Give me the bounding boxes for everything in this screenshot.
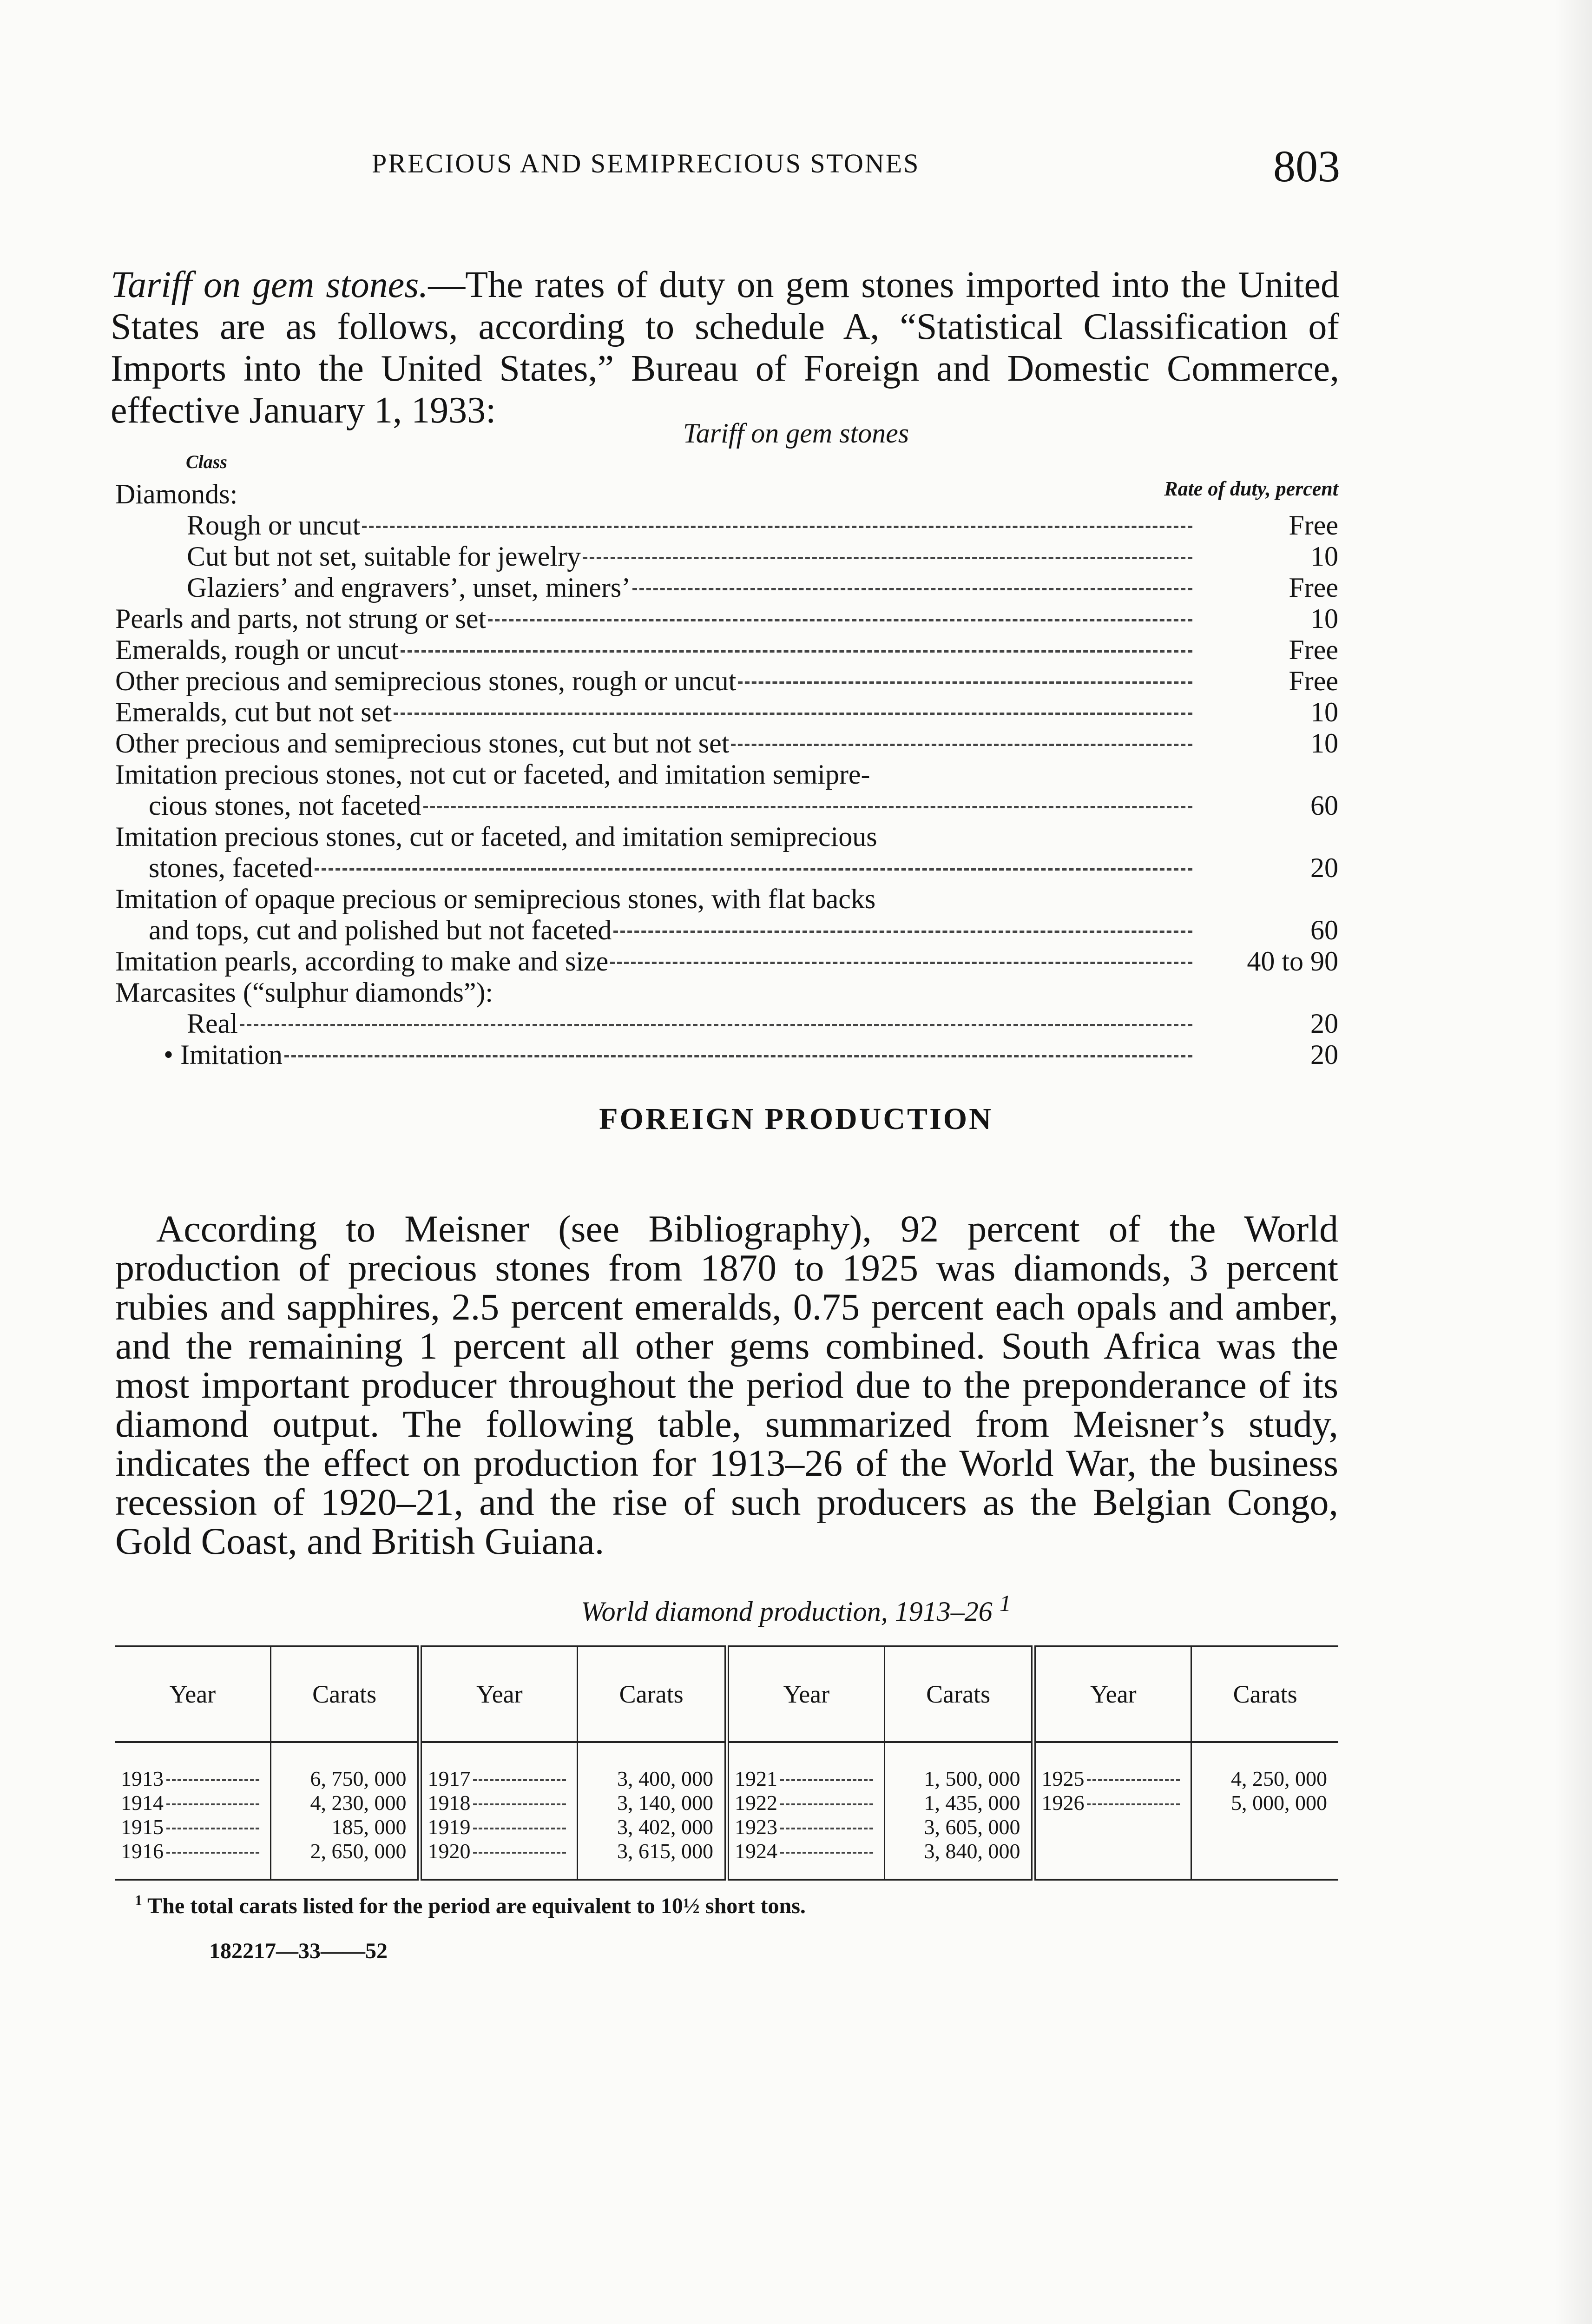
print-code: 182217—33——52 bbox=[209, 1939, 388, 1963]
dot-leader bbox=[488, 619, 1192, 621]
year-cell: 1923 bbox=[727, 1815, 884, 1839]
year-cell: 1925 bbox=[1033, 1742, 1191, 1791]
tariff-row-label: stones, faceted bbox=[149, 852, 313, 883]
year-cell: 1914 bbox=[115, 1791, 270, 1815]
tariff-row-label: Emeralds, cut but not set bbox=[115, 697, 392, 727]
tariff-row bbox=[115, 759, 1338, 790]
tariff-row bbox=[115, 915, 1338, 946]
tariff-class-header: Class bbox=[186, 451, 227, 472]
dot-leader bbox=[362, 526, 1192, 528]
column-header: Carats bbox=[884, 1646, 1033, 1742]
carats-cell: 3, 402, 000 bbox=[578, 1815, 727, 1839]
year-cell: 1922 bbox=[727, 1791, 884, 1815]
carats-cell: 5, 000, 000 bbox=[1231, 1791, 1327, 1815]
tariff-row-label: cious stones, not faceted bbox=[149, 790, 421, 821]
tariff-row-rate: Free bbox=[1289, 666, 1338, 696]
tariff-table-caption: Tariff on gem stones bbox=[683, 418, 909, 449]
footnote bbox=[135, 1892, 806, 1919]
table-row bbox=[115, 1742, 1338, 1791]
tariff-row-label: Real bbox=[187, 1008, 238, 1039]
year-cell bbox=[1033, 1815, 1191, 1839]
dot-leader bbox=[284, 1055, 1192, 1057]
year-cell: 1921 bbox=[727, 1742, 884, 1791]
page-edge-shadow bbox=[1555, 0, 1592, 2324]
carats-cell: 3, 840, 000 bbox=[884, 1839, 1033, 1880]
tariff-row-label: Imitation precious stones, cut or faceted, and imitation semiprecious bbox=[115, 821, 877, 852]
tariff-row-rate: 10 bbox=[1310, 541, 1338, 572]
tariff-row bbox=[115, 603, 1338, 634]
tariff-row-rate: 60 bbox=[1310, 790, 1338, 821]
tariff-row-label: Glaziers’ and engravers’, unset, miners’ bbox=[187, 572, 631, 603]
footnote-marker: 1 bbox=[999, 1590, 1011, 1616]
tariff-row bbox=[115, 977, 1338, 1008]
year-cell: 1917 bbox=[420, 1742, 577, 1791]
production-caption-text: World diamond production, 1913–26 bbox=[581, 1596, 993, 1627]
table-row bbox=[115, 1815, 1338, 1839]
tariff-row bbox=[115, 1008, 1338, 1039]
tariff-row-rate: Free bbox=[1289, 634, 1338, 665]
tariff-row-label: Imitation precious stones, not cut or faceted, and imitation semipre- bbox=[115, 759, 870, 790]
tariff-row-label: Imitation of opaque precious or semiprecious stones, with flat backs bbox=[115, 884, 876, 914]
tariff-row-label: and tops, cut and polished but not faceted bbox=[149, 915, 612, 945]
tariff-row bbox=[115, 666, 1338, 697]
dot-leader bbox=[315, 868, 1192, 871]
intro-lead: Tariff on gem stones. bbox=[111, 264, 428, 305]
year-cell: 1926 bbox=[1033, 1791, 1191, 1815]
carats-cell bbox=[1191, 1815, 1338, 1839]
body-paragraph: According to Meisner (see Bibliography), 92 percent of the World production of precious stones from 1870 to 1925 was diamonds, 3 percent rubies and sapphires, 2.5 percent emeralds, 0.75 percent each opals and amber, and the remaining 1 percent all other gems combined. South Africa was the most important producer throughout the period due to the preponderance of its diamond output. The following table, summarized from Meisner’s study, indicates the effect on production for 1913–26 of the World War, the business recession of 1920–21, and the rise of such producers as the Belgian Congo, Gold Coast, and British Guiana. bbox=[115, 1208, 1338, 1562]
dot-leader bbox=[731, 744, 1192, 746]
carats-cell: 6, 750, 000 bbox=[270, 1742, 420, 1791]
tariff-row-rate: 10 bbox=[1310, 728, 1338, 759]
column-header: Carats bbox=[270, 1646, 420, 1742]
tariff-row bbox=[115, 1039, 1338, 1070]
year-cell: 1916 bbox=[115, 1839, 270, 1880]
carats-cell: 3, 615, 000 bbox=[578, 1839, 727, 1880]
tariff-row-label: Emeralds, rough or uncut bbox=[115, 634, 399, 665]
carats-cell: 1, 435, 000 bbox=[884, 1791, 1033, 1815]
year-cell: 1920 bbox=[420, 1839, 577, 1880]
carats-cell bbox=[1191, 1839, 1338, 1880]
tariff-row-label: Rough or uncut bbox=[187, 510, 361, 541]
dot-leader bbox=[613, 931, 1192, 933]
dot-leader bbox=[394, 713, 1192, 715]
carats-cell: 3, 400, 000 bbox=[578, 1742, 727, 1791]
column-header: Year bbox=[115, 1646, 270, 1742]
table-row bbox=[115, 1839, 1338, 1880]
intro-text: —The rates of duty on gem stones imported into the United States are as follows, according to schedule A, “Statistical Classification of Imports into the United States,” Bureau of Foreign and Domestic Commerce, effective January 1, 1933: bbox=[111, 264, 1339, 431]
column-header: Carats bbox=[578, 1646, 727, 1742]
dot-leader bbox=[738, 681, 1192, 684]
table-row bbox=[115, 1791, 1338, 1815]
tariff-row bbox=[115, 821, 1338, 852]
year-cell bbox=[1033, 1839, 1191, 1880]
tariff-row bbox=[115, 572, 1338, 603]
running-head: PRECIOUS AND SEMIPRECIOUS STONES bbox=[372, 148, 920, 178]
year-cell: 1924 bbox=[727, 1839, 884, 1880]
tariff-row-rate: 10 bbox=[1310, 697, 1338, 727]
dot-leader bbox=[240, 1024, 1192, 1026]
tariff-row-label: Diamonds: bbox=[115, 479, 238, 509]
dot-leader bbox=[423, 806, 1193, 808]
tariff-row bbox=[115, 634, 1338, 666]
column-header: Carats bbox=[1191, 1646, 1338, 1742]
column-header: Year bbox=[727, 1646, 884, 1742]
production-table-caption bbox=[0, 1590, 1592, 1628]
page-number: 803 bbox=[1273, 141, 1340, 191]
dot-leader bbox=[583, 557, 1192, 559]
tariff-row-label: Imitation pearls, according to make and size bbox=[115, 946, 609, 977]
tariff-row-label: Cut but not set, suitable for jewelry bbox=[187, 541, 581, 572]
tariff-row-label: • Imitation bbox=[164, 1039, 283, 1070]
footnote-text: The total carats listed for the period are equivalent to 10½ short tons. bbox=[147, 1894, 806, 1918]
tariff-row-rate: 10 bbox=[1310, 603, 1338, 634]
tariff-row-rate: 60 bbox=[1310, 915, 1338, 945]
tariff-row-label: Marcasites (“sulphur diamonds”): bbox=[115, 977, 493, 1008]
footnote-marker: 1 bbox=[135, 1892, 142, 1908]
tariff-row-rate: Free bbox=[1289, 510, 1338, 541]
tariff-row bbox=[115, 510, 1338, 541]
tariff-row-rate: 20 bbox=[1310, 1008, 1338, 1039]
tariff-row bbox=[115, 790, 1338, 821]
year-cell: 1918 bbox=[420, 1791, 577, 1815]
carats-cell: 4, 250, 000 bbox=[1231, 1767, 1327, 1790]
tariff-row bbox=[115, 728, 1338, 759]
carats-cell: 185, 000 bbox=[270, 1815, 420, 1839]
year-cell: 1913 bbox=[115, 1742, 270, 1791]
year-cell: 1915 bbox=[115, 1815, 270, 1839]
carats-cell: 3, 140, 000 bbox=[578, 1791, 727, 1815]
table-header-row bbox=[115, 1646, 1338, 1742]
section-heading: FOREIGN PRODUCTION bbox=[599, 1102, 993, 1136]
tariff-row bbox=[115, 946, 1338, 977]
tariff-row-rate: 40 to 90 bbox=[1247, 946, 1338, 977]
carats-cell: 1, 500, 000 bbox=[884, 1742, 1033, 1791]
tariff-row bbox=[115, 697, 1338, 728]
carats-cell: 4, 230, 000 bbox=[270, 1791, 420, 1815]
tariff-row bbox=[115, 884, 1338, 915]
dot-leader bbox=[610, 962, 1192, 964]
tariff-table bbox=[115, 479, 1338, 1070]
production-table bbox=[115, 1645, 1338, 1881]
tariff-row-label: Other precious and semiprecious stones, rough or uncut bbox=[115, 666, 737, 696]
tariff-row bbox=[115, 479, 1338, 510]
column-header: Year bbox=[1033, 1646, 1191, 1742]
carats-cell: 2, 650, 000 bbox=[270, 1839, 420, 1880]
tariff-row-rate: 20 bbox=[1310, 1039, 1338, 1070]
column-header: Year bbox=[420, 1646, 577, 1742]
carats-cell: 3, 605, 000 bbox=[884, 1815, 1033, 1839]
tariff-row bbox=[115, 541, 1338, 572]
dot-leader bbox=[401, 650, 1192, 653]
intro-paragraph bbox=[111, 264, 1339, 431]
tariff-row-label: Pearls and parts, not strung or set bbox=[115, 603, 487, 634]
tariff-row-rate: Free bbox=[1289, 572, 1338, 603]
tariff-row-label: Other precious and semiprecious stones, cut but not set bbox=[115, 728, 730, 759]
year-cell: 1919 bbox=[420, 1815, 577, 1839]
tariff-row-rate: 20 bbox=[1310, 852, 1338, 883]
dot-leader bbox=[632, 588, 1192, 590]
tariff-rate-header: Rate of duty, percent bbox=[1164, 477, 1338, 500]
tariff-row bbox=[115, 852, 1338, 884]
